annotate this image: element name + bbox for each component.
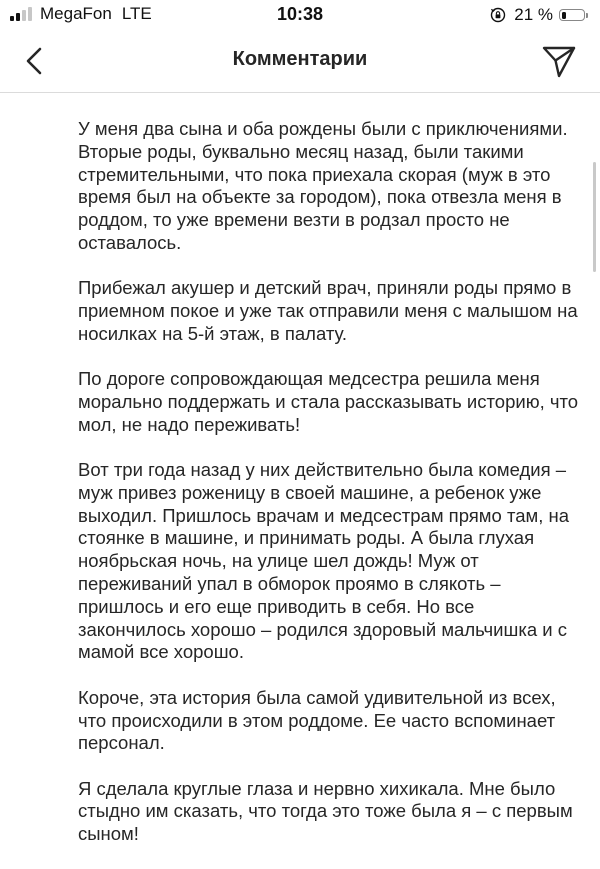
status-time: 10:38 (276, 4, 324, 24)
page-title: Комментарии (232, 48, 368, 70)
scrollbar[interactable] (593, 162, 596, 272)
status-bar (0, 0, 600, 34)
comment-paragraph: Прибежал акушер и детский врач, приняли роды прямо в приемном покое и уже так отправили меня с малышом на носилках на 5-й этаж, в палату. (78, 277, 578, 344)
carrier-name: MegaFon (40, 4, 112, 23)
battery-cap (586, 13, 588, 18)
status-right (490, 5, 588, 25)
comment-paragraph: У меня два сына и оба рождены были с приключениями. Вторые роды, буквально месяц назад, были такими стремительными, что пока приехала скорая (муж в это время был на объекте за городом), пока отвезла меня в роддом, то уже времени везти в родзал просто не оставалось. (78, 118, 568, 253)
paper-plane-icon[interactable] (540, 42, 578, 80)
comment-paragraph: Короче, эта история была самой удивительной из всех, что происходили в этом роддоме. Ее часто вспоминает персонал. (78, 686, 556, 754)
battery-level-fill (562, 12, 566, 19)
comment-paragraph: По дороге сопровождающая медсестра решила меня морально поддержать и стала рассказывать историю, что мол, не надо переживать! (78, 368, 579, 435)
navigation-bar (0, 34, 600, 93)
network-type: LTE (121, 4, 152, 23)
comment-paragraph: Я сделала круглые глаза и нервно хихикала. Мне было стыдно им сказать, что тогда это тоже была я – с первым сыном! (78, 777, 573, 845)
comment-body (78, 118, 583, 869)
battery-percentage: 21 % (514, 5, 553, 24)
battery-icon (559, 9, 585, 21)
comment-paragraph: Вот три года назад у них действительно была комедия – муж привез роженицу в своей машине, а ребенок уже выходил. Пришлось врачам и медсестрам прямо там, на стоянке в машине, и принимать роды. А была глухая ноябрьская ночь, на улице шел дождь! Муж от переживаний упал в обморок проямо в слякоть – пришлось и его еще приводить в себя. Но все закончилось хорошо – родился здоровый мальчишка и с мамой все хорошо. (78, 459, 570, 663)
rotation-lock-icon (490, 7, 506, 23)
